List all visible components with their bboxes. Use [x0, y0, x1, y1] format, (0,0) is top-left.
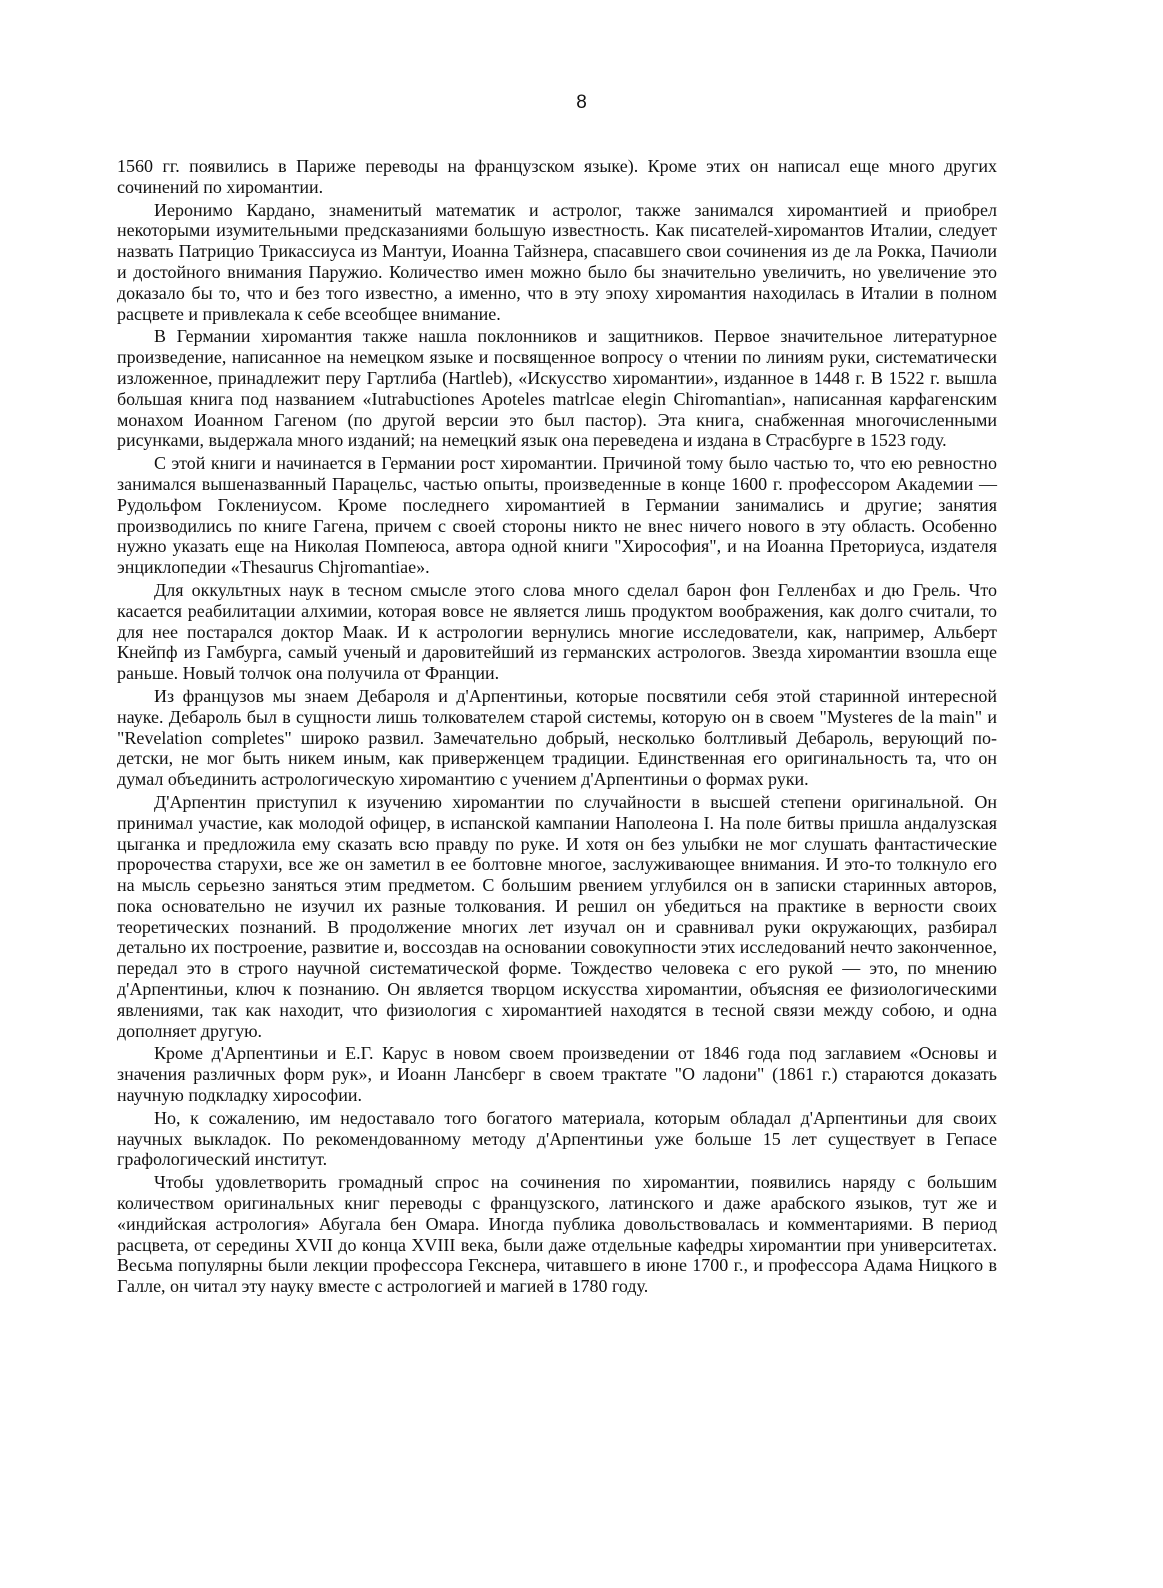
paragraph-1: 1560 гг. появились в Париже переводы на французском языке). Кроме этих он написал еще много других сочинений по хиромантии. — [117, 156, 997, 197]
paragraph-2: Иеронимо Кардано, знаменитый математик и астролог, также занимался хиромантией и приобрел некоторыми изумительными предсказаниями большую известность. Как писателей-хиромантов Италии, следует назвать Патрицио Трикассиуса из Мантуи, Иоанна Тайзнера, спасавшего свои сочинения из де ла Рокка, Пачиоли и достойного внимания Паружио. Количество имен можно было бы значительно увеличить, но увеличение это доказало бы то, что и без того известно, а именно, что в эту эпоху хиромантия находилась в Италии в полном расцвете и привлекала к себе всеобщее внимание. — [117, 199, 997, 324]
page-number: 8 — [576, 92, 587, 113]
paragraph-5: Для оккультных наук в тесном смысле этого слова много сделал барон фон Гелленбах и дю Грель. Что касается реабилитации алхимии, которая вовсе не является лишь продуктом воображения, как долго считали, то для нее постарался доктор Маак. И к астрологии вернулись многие исследователи, как, например, Альберт Кнейпф из Гамбурга, самый ученый и даровитейший из германских астрологов. Звезда хиромантии взошла еще раньше. Новый толчок она получила от Франции. — [117, 579, 997, 684]
paragraph-6: Из французов мы знаем Дебароля и д'Арпентиньи, которые посвятили себя этой старинной интересной науке. Дебароль был в сущности лишь толкователем старой системы, которую он в своем "Mysteres de la main" и "Revelation completes" широко развил. Замечательно добрый, несколько болтливый Дебароль, верующий по-детски, не мог быть никем иным, как приверженцем традиции. Единственная его оригинальность та, что он думал объединить астрологическую хиромантию с учением д'Арпентиньи о формах руки. — [117, 685, 997, 790]
paragraph-8: Кроме д'Арпентиньи и Е.Г. Карус в новом своем произведении от 1846 года под заглавием «Основы и значения различных форм рук», и Иоанн Лансберг в своем трактате "О ладони" (1861 г.) стараются доказать научную подкладку хирософии. — [117, 1043, 997, 1106]
paragraph-7: Д'Арпентин приступил к изучению хиромантии по случайности в высшей степени оригинальной. Он принимал участие, как молодой офицер, в испанской кампании Наполеона I. На поле битвы пришла андалузская цыганка и предложила ему сказать всю правду по руке. И хотя он без улыбки не мог слушать фантастические пророчества старухи, все же он заметил в ее болтовне многое, заслуживающее внимания. И это-то толкнуло его на мысль серьезно заняться этим предметом. С большим рвением углубился он в записки старинных авторов, пока основательно не изучил их разные толкования. И решил он убедиться на практике в верности своих теоретических познаний. В продолжение многих лет изучал он и сравнивал руки окружающих, разбирал детально их построение, развитие и, воссоздав на основании совокупности этих исследований нечто законченное, передал это в строго научной систематической форме. Тождество человека с его рукой — это, по мнению д'Арпентиньи, ключ к познанию. Он является творцом искусства хиромантии, объясняя ее физиологическими явлениями, так как находит, что физиология с хиромантией находятся в тесной связи между собою, и одна дополняет другую. — [117, 791, 997, 1041]
paragraph-4: С этой книги и начинается в Германии рост хиромантии. Причиной тому было частью то, что ею ревностно занимался вышеназванный Парацельс, частью опыты, произведенные в конце 1600 г. профессором Академии — Рудольфом Гоклениусом. Кроме последнего хиромантией в Германии занимались и другие; занятия производились по книге Гагена, причем с своей стороны никто не внес ничего нового в эту область. Особенно нужно указать еще на Николая Помпеюса, автора одной книги "Хирософия", и на Иоанна Преториуса, издателя энциклопедии «Thesaurus Chjromantiae». — [117, 453, 997, 578]
paragraph-10: Чтобы удовлетворить громадный спрос на сочинения по хиромантии, появились наряду с большим количеством оригинальных книг переводы с французского, латинского и даже арабского языков, тут же и «индийская астрология» Абугала бен Омара. Иногда публика довольствовалась и комментариями. В период расцвета, от середины XVII до конца XVIII века, были даже отдельные кафедры хиромантии при университетах. Весьма популярны были лекции профессора Гекснера, читавшего в июне 1700 г., и профессора Адама Ницкого в Галле, он читал эту науку вместе с астрологией и магией в 1780 году. — [117, 1172, 997, 1297]
document-body — [117, 156, 997, 1299]
paragraph-3: В Германии хиромантия также нашла поклонников и защитников. Первое значительное литературное произведение, написанное на немецком языке и посвященное вопросу о чтении по линиям руки, систематически изложенное, принадлежит перу Гартлиба (Hartleb), «Искусство хиромантии», изданное в 1448 г. В 1522 г. вышла большая книга под названием «Iutrabuctiones Apoteles matrlcae elegin Chiromantian», написанная карфагенским монахом Иоанном Гагеном (по другой версии это был пастор). Эта книга, снабженная многочисленными рисунками, выдержала много изданий; на немецкий язык она переведена и издана в Страсбурге в 1523 году. — [117, 326, 997, 451]
paragraph-9: Но, к сожалению, им недоставало того богатого материала, которым обладал д'Арпентиньи для своих научных выкладок. По рекомендованному методу д'Арпентиньи уже больше 15 лет существует в Гепасе графологический институт. — [117, 1107, 997, 1170]
